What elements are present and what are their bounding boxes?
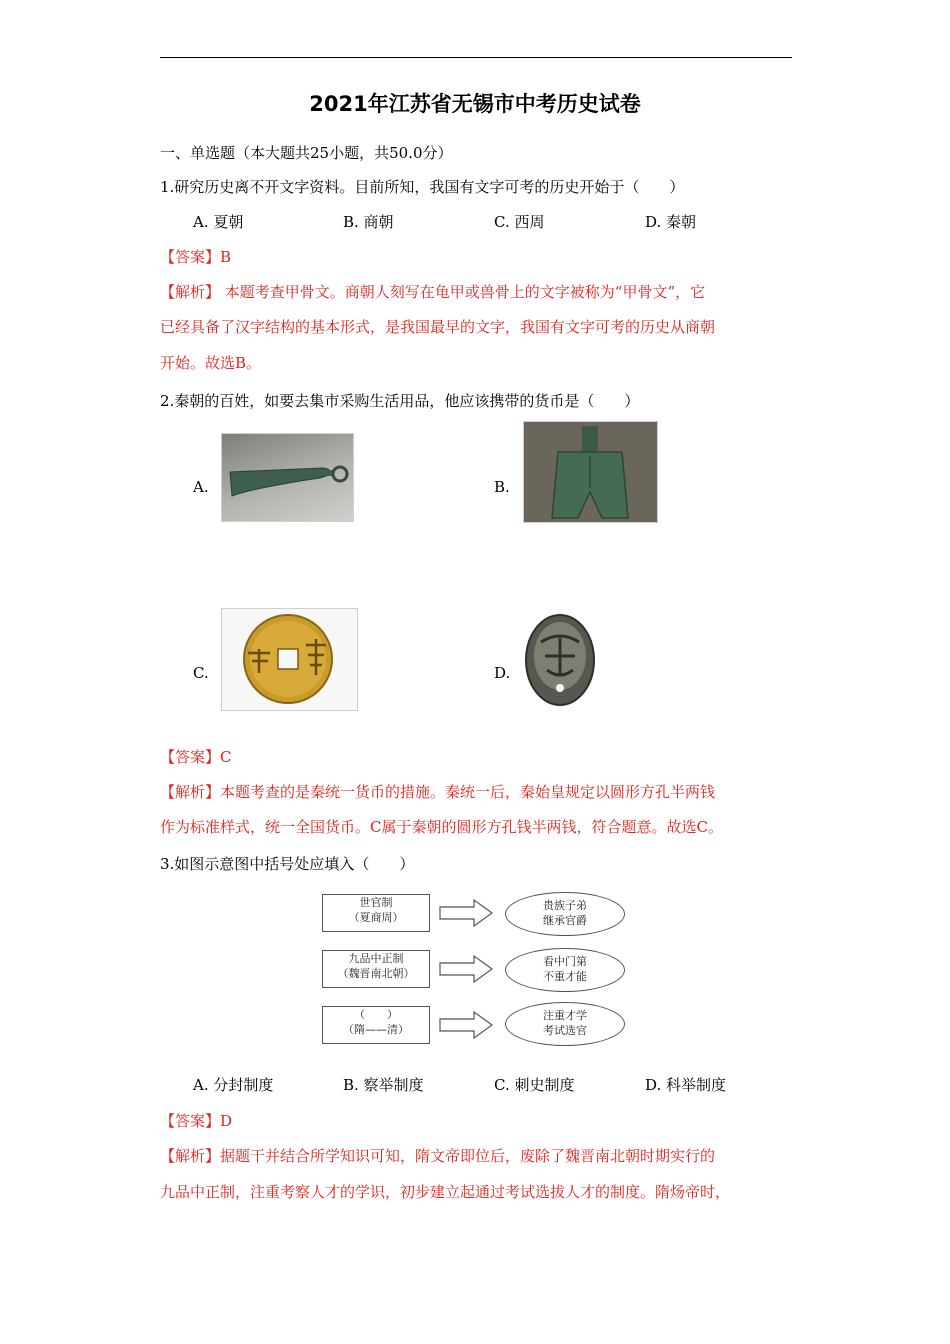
q3-analysis-line-2: 九品中正制，注重考察人才的学识，初步建立起通过考试选拔人才的制度。隋炀帝时，: [160, 1183, 731, 1201]
q1-answer: [160, 246, 231, 268]
analysis-tag: 【解析】: [160, 283, 221, 301]
q3-stem: 3.如图示意图中括号处应填入（ ）: [160, 855, 415, 873]
q2-option-d: D.: [494, 664, 511, 682]
diagram-box-2: 九品中正制 （魏晋南北朝）: [322, 950, 430, 988]
header-rule: [160, 57, 792, 58]
diagram-ellipse-2: 看中门第 不重才能: [505, 948, 625, 992]
q1-option-d: D. 秦朝: [645, 213, 697, 231]
q3-option-c: C. 刺史制度: [494, 1076, 575, 1094]
q3-option-b: B. 察举制度: [343, 1076, 424, 1094]
q1-analysis-line-2: 已经具备了汉字结构的基本形式，是我国最早的文字，我国有文字可考的历史从商朝: [160, 318, 716, 336]
spade-coin-icon: [524, 422, 657, 522]
q1-option-a: A. 夏朝: [193, 213, 244, 231]
diagram-arrow-3: [438, 1010, 494, 1040]
knife-coin-image: [221, 433, 354, 522]
q1-answer-value: B: [220, 248, 232, 266]
page-title: 2021年江苏省无锡市中考历史试卷: [309, 92, 641, 116]
q2-option-a: A.: [193, 478, 209, 496]
spade-coin-image: [523, 421, 658, 523]
q2-answer-value: C: [220, 748, 232, 766]
q3-option-d: D. 科举制度: [645, 1076, 727, 1094]
answer-tag: 【答案】: [160, 248, 221, 266]
q3-answer: 【答案】D: [160, 1112, 233, 1130]
selection-system-diagram: [320, 892, 632, 1044]
banliang-coin-image: [221, 608, 358, 711]
q1-option-c: C. 西周: [494, 213, 545, 231]
knife-coin-icon: [222, 434, 353, 521]
q2-analysis-line-1: 【解析】本题考查的是秦统一货币的措施。秦统一后，秦始皇规定以圆形方孔半两钱: [160, 783, 716, 801]
diagram-arrow-1: [438, 898, 494, 928]
q1-option-b: B. 商朝: [343, 213, 394, 231]
banliang-coin-icon: [222, 609, 357, 710]
ant-nose-coin-icon: [523, 612, 597, 708]
q3-answer-value: D: [220, 1112, 233, 1130]
section-heading: 一、单选题（本大题共25小题，共50.0分）: [160, 144, 453, 162]
q2-stem: 2.秦朝的百姓，如要去集市采购生活用品，他应该携带的货币是（ ）: [160, 392, 640, 410]
q1-analysis-line-1: 【解析】 本题考查甲骨文。商朝人刻写在龟甲或兽骨上的文字被称为“甲骨文”，它: [160, 283, 706, 301]
diagram-box-1: 世官制 （夏商周）: [322, 894, 430, 932]
q1-stem: 1.研究历史离不开文字资料。目前所知，我国有文字可考的历史开始于（ ）: [160, 178, 685, 196]
diagram-ellipse-3: 注重才学 考试选官: [505, 1002, 625, 1046]
q2-analysis-line-2: 作为标准样式，统一全国货币。C属于秦朝的圆形方孔钱半两钱，符合题意。故选C。: [160, 818, 723, 836]
q2-option-c: C.: [193, 664, 209, 682]
q2-answer: 【答案】C: [160, 748, 232, 766]
ant-nose-coin-image: [523, 612, 597, 708]
q1-analysis-line-3: 开始。故选B。: [160, 354, 262, 372]
q2-option-b: B.: [494, 478, 510, 496]
diagram-box-3: （ ） （隋——清）: [322, 1006, 430, 1044]
diagram-arrow-2: [438, 954, 494, 984]
q3-analysis-line-1: 【解析】据题干并结合所学知识可知，隋文帝即位后，废除了魏晋南北朝时期实行的: [160, 1147, 716, 1165]
diagram-ellipse-1: 贵族子弟 继承官爵: [505, 892, 625, 936]
q3-option-a: A. 分封制度: [193, 1076, 274, 1094]
